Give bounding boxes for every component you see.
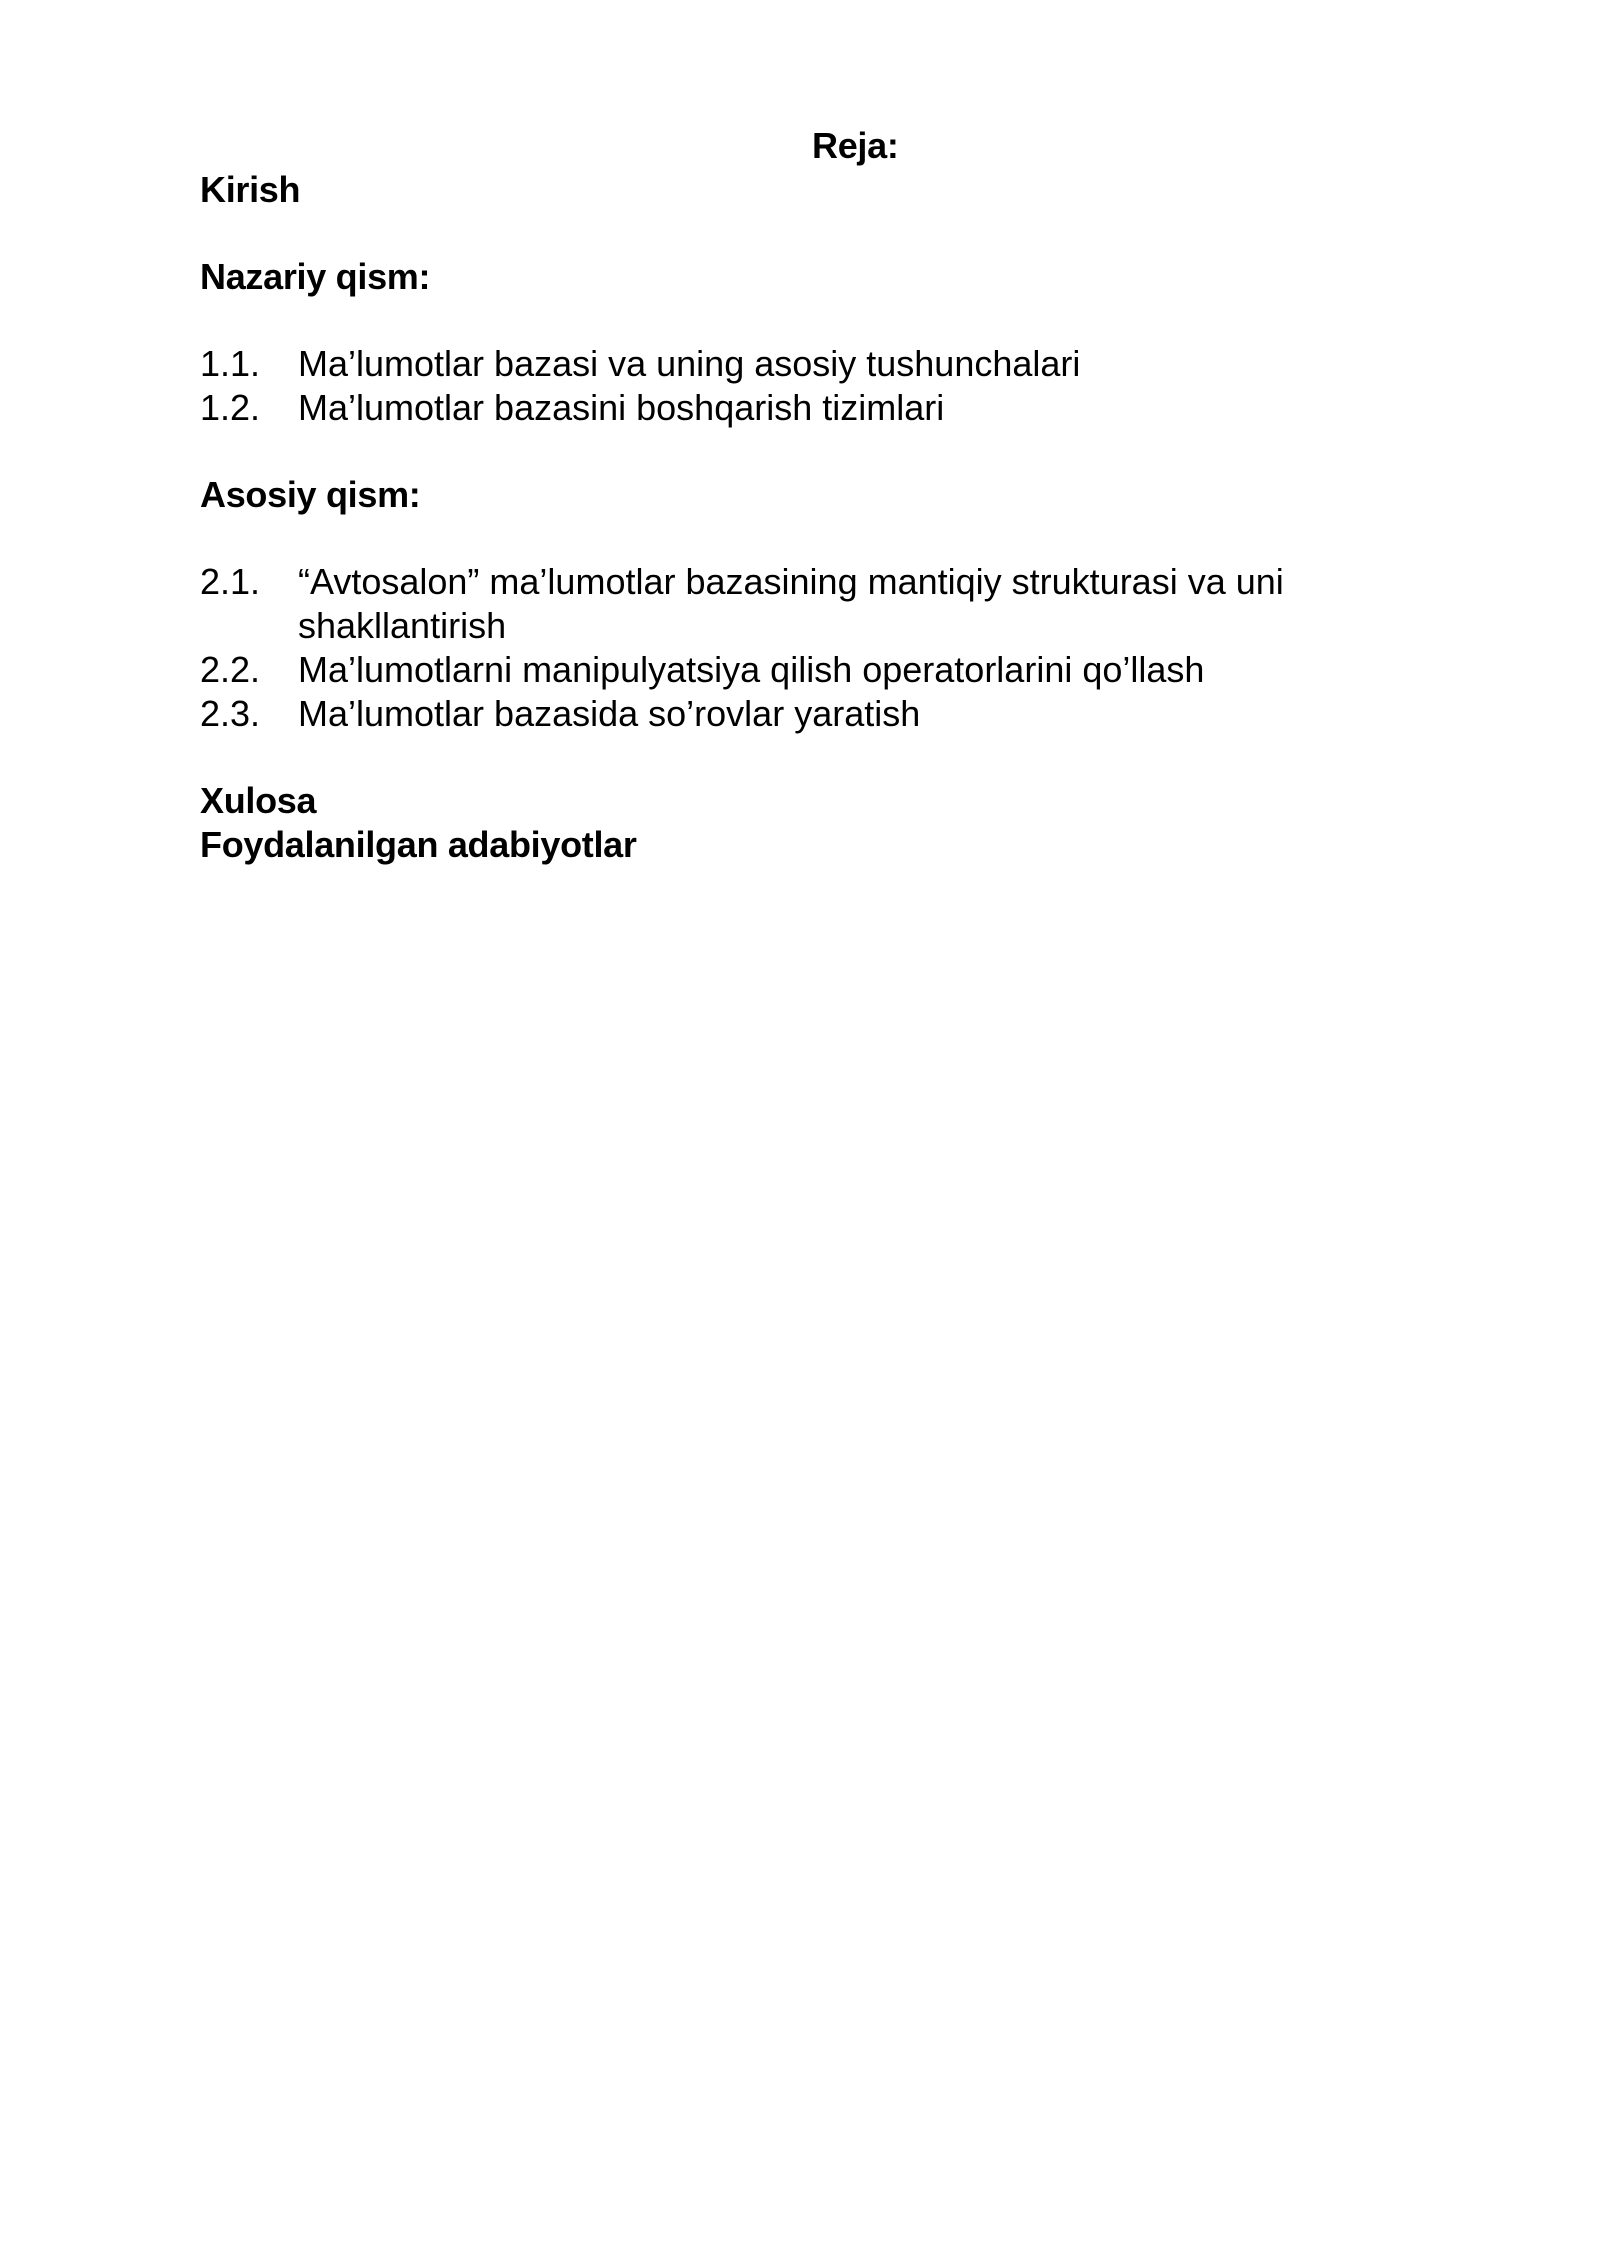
references-heading: Foydalanilgan adabiyotlar: [200, 824, 637, 865]
list-item-number: 1.1.: [200, 343, 261, 384]
page-title: Reja:: [812, 125, 899, 166]
list-item-text: Ma’lumotlarni manipulyatsiya qilish operatorlarini qo’llash: [298, 649, 1205, 690]
list-item-number: 1.2.: [200, 387, 261, 428]
conclusion-heading: Xulosa: [200, 780, 317, 821]
intro-heading: Kirish: [200, 169, 301, 210]
list-item-text: Ma’lumotlar bazasida so’rovlar yaratish: [298, 693, 921, 734]
list-item-number: 2.3.: [200, 693, 261, 734]
list-item-number: 2.1.: [200, 561, 261, 602]
list-item-text: Ma’lumotlar bazasi va uning asosiy tushunchalari: [298, 343, 1081, 384]
list-item-text: Ma’lumotlar bazasini boshqarish tizimlari: [298, 387, 945, 428]
list-item-text-continuation: shakllantirish: [298, 605, 507, 646]
section-heading-main: Asosiy qism:: [200, 474, 421, 515]
section-heading-theory: Nazariy qism:: [200, 256, 431, 297]
list-item-number: 2.2.: [200, 649, 261, 690]
list-item-text: “Avtosalon” ma’lumotlar bazasining mantiqiy strukturasi va uni: [298, 561, 1284, 602]
